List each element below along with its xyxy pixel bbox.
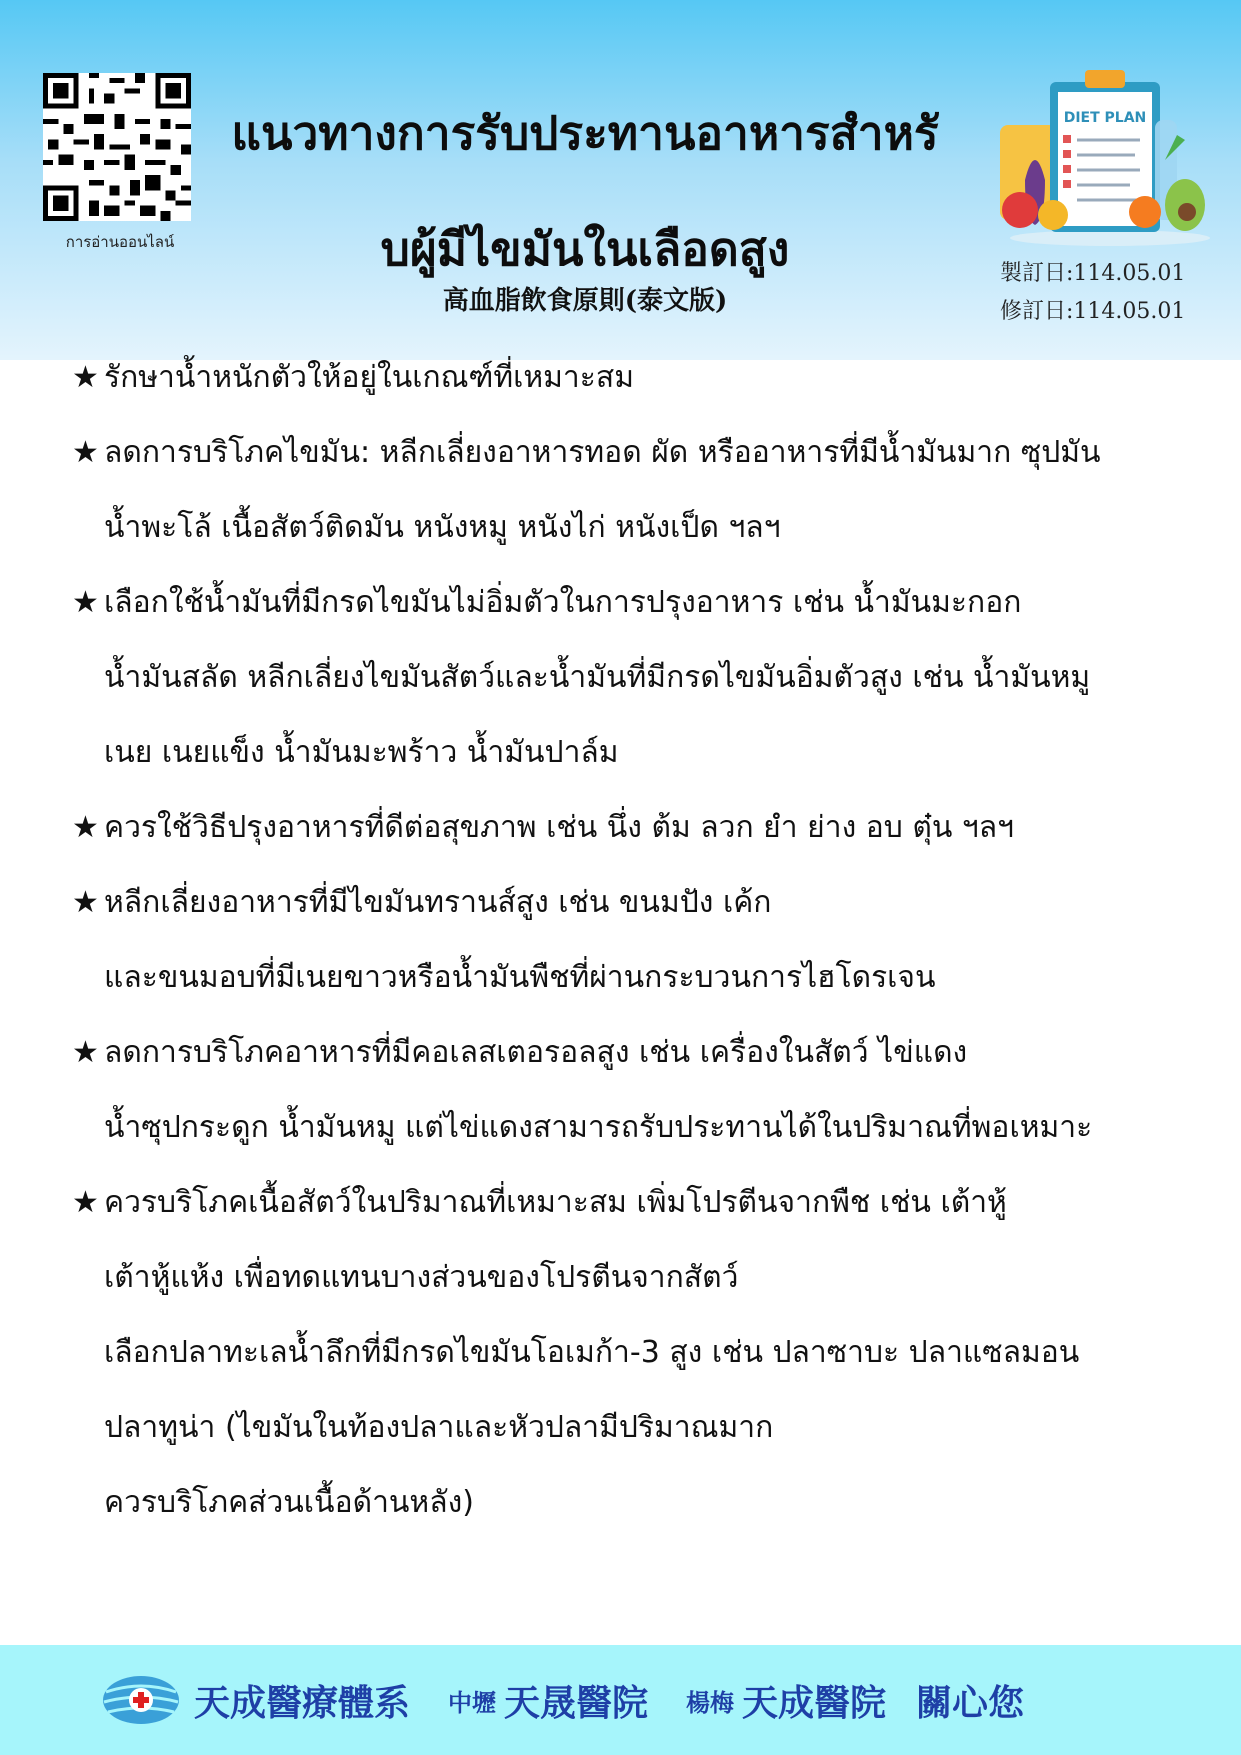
guideline-continuation: [72, 1477, 1182, 1552]
guideline-continuation: [72, 1327, 1182, 1402]
guideline-text: เลือกใช้น้ำมันที่มีกรดไขมันไม่อิ่มตัวในการปรุงอาหาร เช่น น้ำมันมะกอก: [104, 585, 1022, 620]
revised-date: 修訂日:114.05.01: [1000, 299, 1186, 324]
guideline-text: หลีกเลี่ยงอาหารที่มีไขมันทรานส์สูง เช่น ขนมปัง เค้ก: [104, 885, 772, 920]
guideline-list: [72, 352, 1182, 1552]
guideline-item: [72, 427, 1182, 502]
diet-plan-clipboard-icon: [995, 60, 1225, 250]
guideline-text: น้ำซุปกระดูก น้ำมันหมู แต่ไข่แดงสามารถรับประทานได้ในปริมาณที่พอเหมาะ: [104, 1110, 1093, 1145]
hospital-logo-icon: [100, 1672, 182, 1728]
guideline-item: [72, 352, 1182, 427]
clipboard-label: DIET PLAN: [1063, 110, 1147, 126]
guideline-continuation: [72, 1102, 1182, 1177]
guideline-item: [72, 1177, 1182, 1252]
guideline-item: [72, 1027, 1182, 1102]
guideline-continuation: [72, 727, 1182, 802]
qr-caption: การอ่านออนไลน์: [65, 233, 175, 251]
guideline-continuation: [72, 952, 1182, 1027]
page-title: [200, 75, 970, 307]
made-date: 製訂日:114.05.01: [1000, 261, 1186, 286]
footer-banner: [0, 1645, 1241, 1755]
guideline-continuation: [72, 502, 1182, 577]
guideline-continuation: [72, 1252, 1182, 1327]
qr-code[interactable]: [43, 73, 191, 221]
guideline-continuation: [72, 1402, 1182, 1477]
guideline-continuation: [72, 652, 1182, 727]
guideline-text: ปลาทูน่า (ไขมันในท้องปลาและหัวปลามีปริมาณมาก: [104, 1410, 774, 1445]
star-bullet-icon: ★: [72, 360, 99, 395]
title-line-1: แนวทางการรับประทานอาหารสำหรั: [231, 106, 939, 160]
footer-hospital-line: [100, 1665, 1200, 1735]
title-line-2: บผู้มีไขมันในเลือดสูง: [380, 222, 790, 276]
header-banner: [0, 0, 1241, 360]
guideline-text: ควรใช้วิธีปรุงอาหารที่ดีต่อสุขภาพ เช่น นึ่ง ต้ม ลวก ยำ ย่าง อบ ตุ๋น ฯลฯ: [104, 810, 1014, 845]
city-yangmei: 楊梅: [686, 1688, 735, 1717]
revision-dates: [1000, 255, 1215, 331]
guideline-item: [72, 577, 1182, 652]
guideline-text: ควรบริโภคเนื้อสัตว์ในปริมาณที่เหมาะสม เพิ่มโปรตีนจากพืช เช่น เต้าหู้: [104, 1185, 1007, 1220]
guideline-text: เต้าหู้แห้ง เพื่อทดแทนบางส่วนของโปรตีนจากสัตว์: [104, 1260, 739, 1295]
star-bullet-icon: ★: [72, 585, 99, 620]
guideline-text: เลือกปลาทะเลน้ำลึกที่มีกรดไขมันโอเมก้า-3 สูง เช่น ปลาซาบะ ปลาแซลมอน: [104, 1335, 1080, 1370]
guideline-item: [72, 802, 1182, 877]
guideline-text: รักษาน้ำหนักตัวให้อยู่ในเกณฑ์ที่เหมาะสม: [104, 360, 634, 395]
slogan: 關心您: [916, 1682, 1025, 1724]
guideline-item: [72, 877, 1182, 952]
star-bullet-icon: ★: [72, 1185, 99, 1220]
page-subtitle: 高血脂飲食原則(泰文版): [442, 286, 728, 316]
star-bullet-icon: ★: [72, 810, 99, 845]
guideline-text: ควรบริโภคส่วนเนื้อด้านหลัง): [104, 1485, 474, 1520]
star-bullet-icon: ★: [72, 885, 99, 920]
guideline-text: น้ำพะโล้ เนื้อสัตว์ติดมัน หนังหมู หนังไก่ หนังเป็ด ฯลฯ: [104, 510, 781, 545]
guideline-text: น้ำมันสลัด หลีกเลี่ยงไขมันสัตว์และน้ำมันที่มีกรดไขมันอิ่มตัวสูง เช่น น้ำมันหมู: [104, 660, 1091, 695]
star-bullet-icon: ★: [72, 1035, 99, 1070]
hospital-tiansheng: 天晟醫院: [504, 1682, 649, 1724]
system-name: 天成醫療體系: [194, 1682, 411, 1724]
hospital-tiancheng: 天成醫院: [742, 1682, 887, 1724]
guideline-text: ลดการบริโภคไขมัน: หลีกเลี่ยงอาหารทอด ผัด หรืออาหารที่มีน้ำมันมาก ซุปมัน: [104, 435, 1101, 470]
star-bullet-icon: ★: [72, 435, 99, 470]
guideline-text: เนย เนยแข็ง น้ำมันมะพร้าว น้ำมันปาล์ม: [104, 735, 619, 770]
city-zhongli: 中壢: [448, 1688, 497, 1717]
guideline-text: ลดการบริโภคอาหารที่มีคอเลสเตอรอลสูง เช่น เครื่องในสัตว์ ไข่แดง: [104, 1035, 968, 1070]
guideline-text: และขนมอบที่มีเนยขาวหรือน้ำมันพืชที่ผ่านกระบวนการไฮโดรเจน: [104, 960, 936, 995]
